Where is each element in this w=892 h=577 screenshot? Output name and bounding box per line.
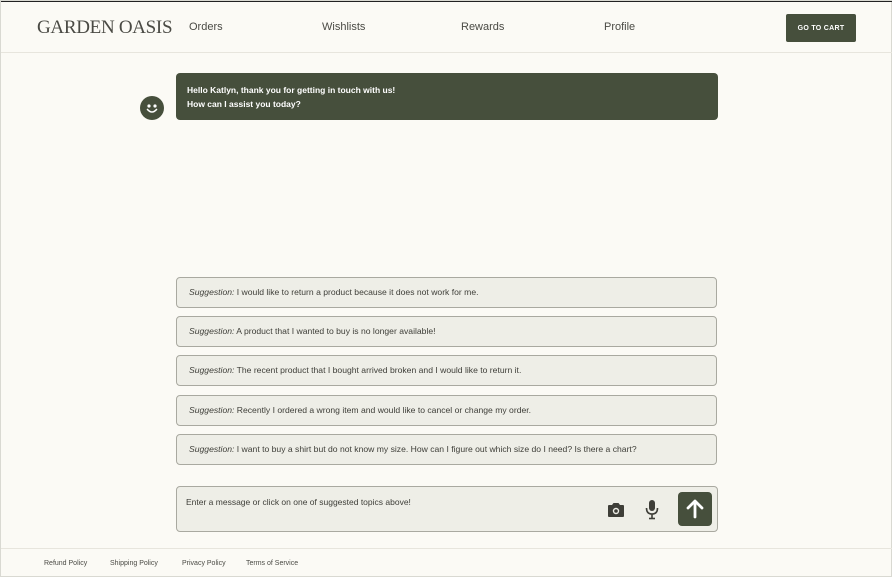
camera-icon xyxy=(606,502,626,518)
suggestion-text: A product that I wanted to buy is no longer available! xyxy=(234,326,436,336)
suggestion-prefix: Suggestion: xyxy=(189,444,235,454)
suggestion-prefix: Suggestion: xyxy=(189,405,235,415)
message-input[interactable] xyxy=(186,494,586,510)
microphone-button[interactable] xyxy=(644,499,660,520)
suggestion-return-not-working[interactable] xyxy=(176,277,717,308)
brand-logo[interactable]: GARDEN OASIS xyxy=(37,17,173,38)
footer-refund-policy[interactable]: Refund Policy xyxy=(44,560,88,567)
suggestion-arrived-broken[interactable] xyxy=(176,355,717,386)
go-to-cart-button[interactable]: GO TO CART xyxy=(786,14,856,42)
bot-avatar xyxy=(140,96,164,120)
message-composer xyxy=(176,486,718,532)
suggestion-prefix: Suggestion: xyxy=(189,326,235,336)
top-navigation-bar xyxy=(1,2,892,53)
nav-rewards[interactable]: Rewards xyxy=(461,21,505,33)
footer-terms-of-service[interactable]: Terms of Service xyxy=(246,560,299,567)
footer xyxy=(1,548,892,577)
camera-button[interactable] xyxy=(606,502,626,518)
send-button[interactable] xyxy=(678,492,712,526)
bot-message-line-2: How can I assist you today? xyxy=(187,99,301,109)
smiley-icon xyxy=(140,96,164,120)
nav-profile[interactable]: Profile xyxy=(604,21,636,33)
suggestion-wrong-order[interactable] xyxy=(176,395,717,426)
arrow-up-icon xyxy=(684,498,706,520)
suggestion-prefix: Suggestion: xyxy=(189,365,235,375)
nav-wishlists[interactable]: Wishlists xyxy=(322,21,366,33)
footer-shipping-policy[interactable]: Shipping Policy xyxy=(110,560,158,567)
suggestion-text: Recently I ordered a wrong item and would like to cancel or change my order. xyxy=(234,405,532,415)
suggestion-text: I want to buy a shirt but do not know my size. How can I figure out which size do I need? Is there a chart? xyxy=(234,444,637,454)
bot-message-bubble xyxy=(176,73,718,120)
suggestion-text: I would like to return a product because it does not work for me. xyxy=(234,287,479,297)
suggestion-text: The recent product that I bought arrived broken and I would like to return it. xyxy=(234,365,522,375)
suggestion-prefix: Suggestion: xyxy=(189,287,235,297)
footer-privacy-policy[interactable]: Privacy Policy xyxy=(182,560,226,567)
nav-orders[interactable]: Orders xyxy=(189,21,223,33)
microphone-icon xyxy=(644,499,660,520)
bot-message-line-1: Hello Katlyn, thank you for getting in touch with us! xyxy=(187,85,396,95)
suggestion-size-chart[interactable] xyxy=(176,434,717,465)
suggestion-product-unavailable[interactable] xyxy=(176,316,717,347)
